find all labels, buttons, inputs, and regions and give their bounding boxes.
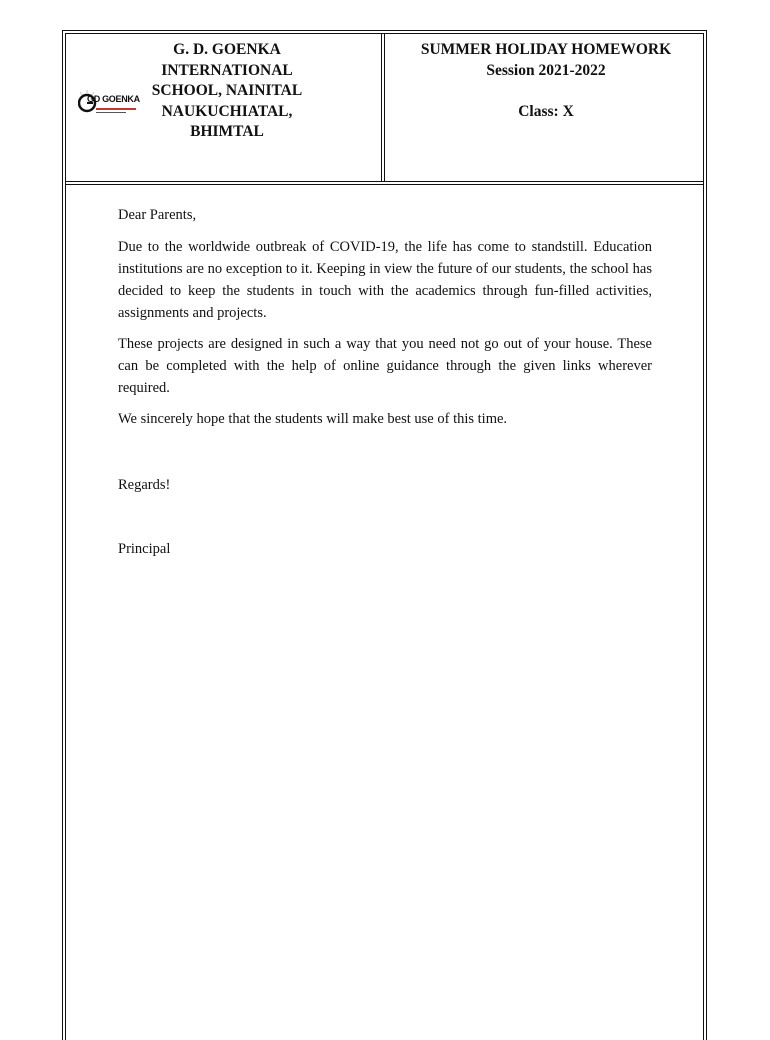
- letter-body: [118, 204, 652, 439]
- letter-paragraph: These projects are designed in such a way that you need not go out of your house. These can be completed with the help of online guidance through the given links wherever required.: [118, 336, 652, 396]
- homework-title-block: [389, 40, 703, 81]
- salutation: Dear Parents,: [118, 207, 197, 223]
- logo-wordmark: GD GOENKA: [87, 94, 140, 104]
- school-name-line: SCHOOL, NAINITAL: [151, 82, 303, 99]
- school-name-line: G. D. GOENKA: [173, 41, 281, 58]
- letterhead: [66, 34, 703, 185]
- homework-title: SUMMER HOLIDAY HOMEWORK: [420, 41, 672, 58]
- letter-paragraph: We sincerely hope that the students will make best use of this time.: [118, 411, 508, 427]
- signatory: Principal: [118, 541, 171, 557]
- session-label: Session 2021-2022: [486, 61, 606, 79]
- class-label: Class: X: [518, 103, 574, 120]
- school-name-line: NAUKUCHIATAL,: [161, 102, 293, 120]
- school-logo: [66, 80, 142, 130]
- school-name-line: BHIMTAL: [190, 123, 264, 140]
- school-name-line: INTERNATIONAL: [161, 61, 293, 79]
- school-info-cell: [66, 34, 385, 181]
- closing: Regards!: [118, 477, 171, 493]
- letter-paragraph: Due to the worldwide outbreak of COVID-19, the life has come to standstill. Education institutions are no exception to it. Keeping in view the future of our students, the school has decided to keep the students in touch with the academics through fun-filled activities, assignments and projects.: [118, 239, 652, 321]
- school-name: [142, 40, 312, 143]
- homework-info-cell: [389, 34, 703, 181]
